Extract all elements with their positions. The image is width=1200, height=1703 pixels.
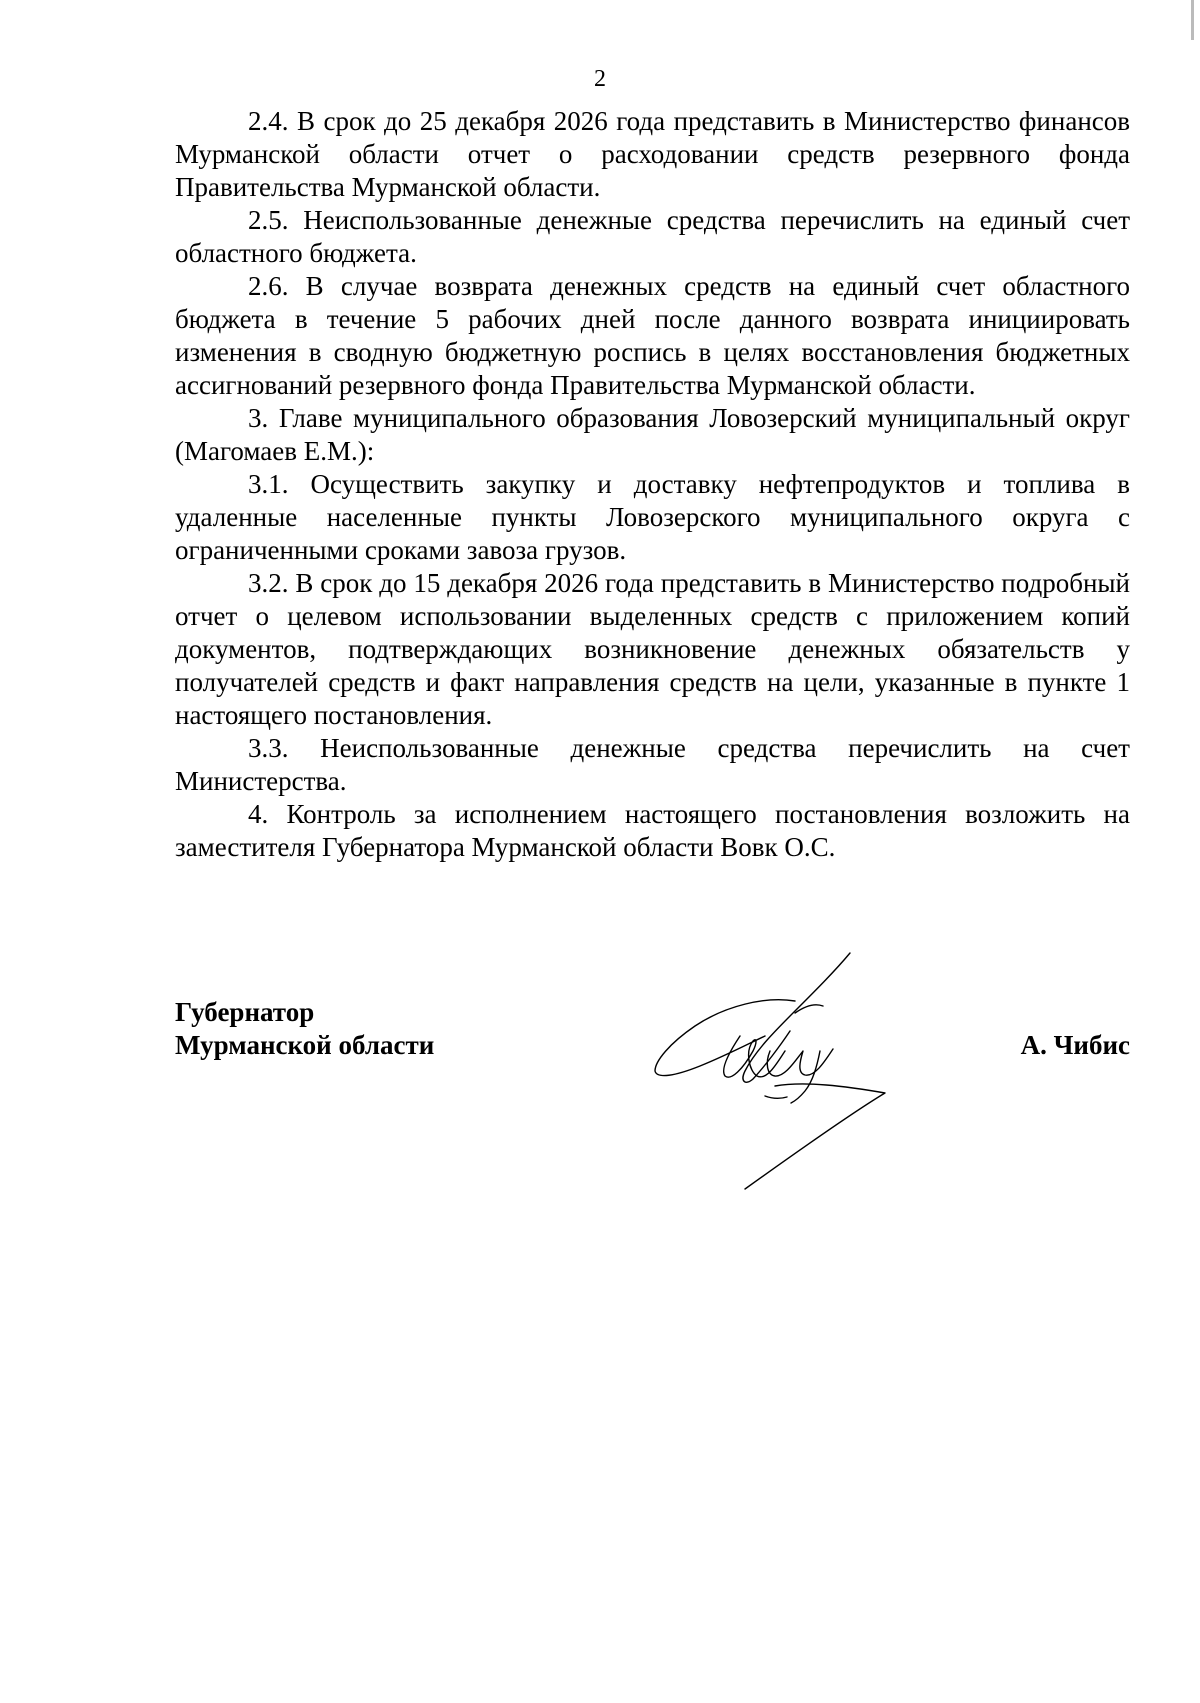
handwritten-signature bbox=[645, 951, 905, 1191]
paragraph-3-3: 3.3. Неиспользованные денежные средства перечислить на счет Министерства. bbox=[175, 733, 1130, 796]
paragraph-3-2: 3.2. В срок до 15 декабря 2026 года представить в Министерство подробный отчет о целевом использовании выделенных средств с приложением копий документов, подтверждающих возникновение денежных обязательств у получателей средств и факт направления средств на цели, указанные в пункте 1 настоящего постановления. bbox=[175, 568, 1130, 730]
paragraph-2-5: 2.5. Неиспользованные денежные средства перечислить на единый счет областного бюджета. bbox=[175, 205, 1130, 268]
paragraph-3: 3. Главе муниципального образования Ловозерский муниципальный округ (Магомаев Е.М.): bbox=[175, 403, 1130, 466]
signer-name: А. Чибис bbox=[1020, 1030, 1130, 1060]
signer-position bbox=[175, 996, 434, 1062]
signature-block bbox=[175, 996, 1130, 1196]
paragraph-4: 4. Контроль за исполнением настоящего постановления возложить на заместителя Губернатора Мурманской области Вовк О.С. bbox=[175, 799, 1130, 862]
signer-position-line2: Мурманской области bbox=[175, 1030, 435, 1060]
paragraph-2-6: 2.6. В случае возврата денежных средств на единый счет областного бюджета в течение 5 рабочих дней после данного возврата инициировать изменения в сводную бюджетную роспись в целях восстановления бюджетных ассигнований резервного фонда Правительства Мурманской области. bbox=[175, 271, 1130, 400]
paragraph-3-1: 3.1. Осуществить закупку и доставку нефтепродуктов и топлива в удаленные населенные пункты Ловозерского муниципального округа с ограниченными сроками завоза грузов. bbox=[175, 469, 1130, 565]
signer-position-line1: Губернатор bbox=[175, 997, 315, 1027]
page-number: 2 bbox=[594, 66, 606, 92]
scan-artifact bbox=[1191, 0, 1194, 40]
paragraph-2-4: 2.4. В срок до 25 декабря 2026 года представить в Министерство финансов Мурманской области отчет о расходовании средств резервного фонда Правительства Мурманской области. bbox=[175, 106, 1130, 202]
document-body bbox=[175, 105, 1130, 864]
